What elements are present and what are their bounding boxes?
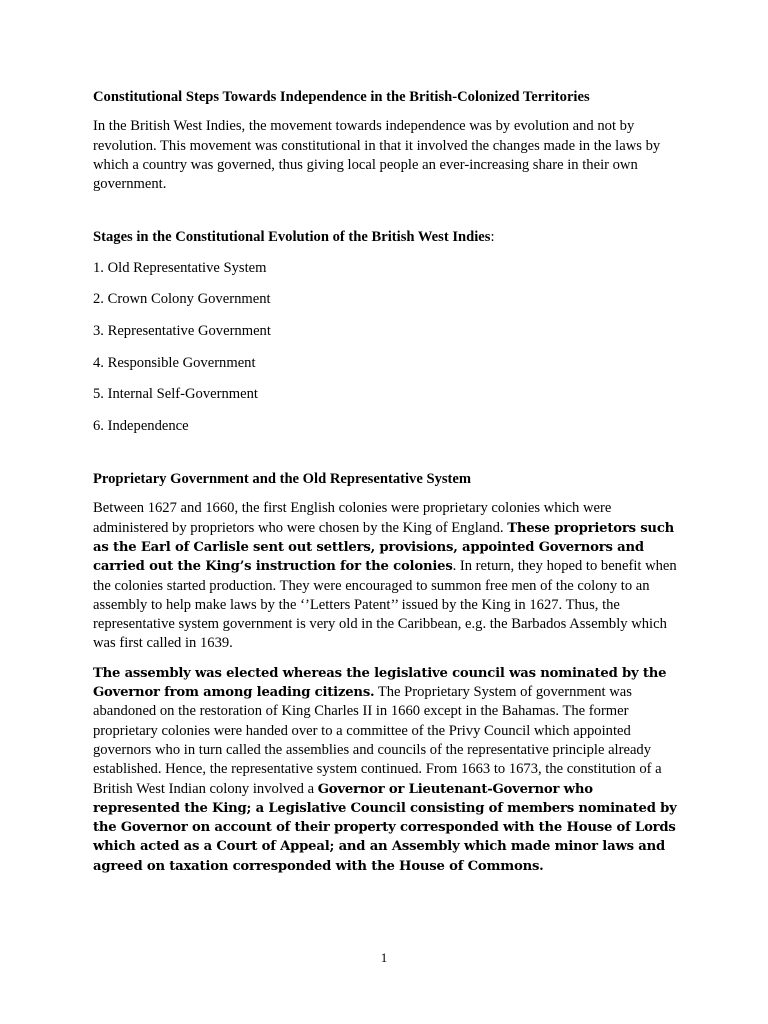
- stages-heading-colon: :: [490, 229, 495, 246]
- stage-item: 1. Old Representative System: [93, 259, 267, 276]
- para2-sentence-3: . In return, they hoped to benefit when the colonies started production. They were encouraged to summon free men of the colony to an assembly to help make laws by the ‘’Letters Patent’’ issued by the King in 1627. Thus, the representative system government is very old in the Caribbean, e.g. the Barbados Assembly which was first called in 1639.: [93, 558, 677, 652]
- para2-bold-sentence: These proprietors such as the Earl of Carlisle sent out settlers, provisions, appointed Governors and carried out the King’s instruction for the colonies: [93, 520, 675, 575]
- proprietary-paragraph: [93, 499, 683, 653]
- document-body: [93, 88, 683, 876]
- stage-item: 5. Internal Self-Government: [93, 386, 258, 403]
- stages-list: [93, 259, 683, 436]
- para3-sentence-2: The Proprietary System of government was abandoned on the restoration of King Charles II in 1660 except in the Bahamas. The former proprietary colonies were handed over to a committee of the Privy Council which appointed governors who in turn called the assemblies and councils of the representative principle already established. Hence, the representative system continued. From 1663 to 1673, the constitution of a British West Indian colony involved a: [93, 684, 662, 797]
- stages-heading-text: Stages in the Constitutional Evolution of the British West Indies: [93, 229, 491, 246]
- page-number: 1: [380, 950, 388, 965]
- para3-bold-sentence-1: The assembly was elected whereas the legislative council was nominated by the Governor from among leading citizens.: [93, 665, 667, 701]
- document-title: Constitutional Steps Towards Independence in the British-Colonized Territories: [93, 89, 590, 105]
- intro-paragraph: In the British West Indies, the movement towards independence was by evolution and not by revolution. This movement was constitutional in that it involved the changes made in the laws by which a country was governed, thus giving local people an ever-increasing share in their own government.: [93, 118, 661, 193]
- section-heading: Proprietary Government and the Old Representative System: [93, 471, 472, 488]
- stage-item: 2. Crown Colony Government: [93, 291, 271, 308]
- stage-item: 6. Independence: [93, 417, 189, 434]
- assembly-paragraph: [93, 664, 683, 876]
- para2-sentence-1: Between 1627 and 1660, the first English colonies were proprietary colonies which were administered by proprietors who were chosen by the King of England.: [93, 500, 612, 536]
- stage-item: 3. Representative Government: [93, 322, 271, 339]
- para3-bold-sentence-3: Governor or Lieutenant-Governor who represented the King; a Legislative Council consisting of members nominated by the Governor on account of their property corresponded with the House of Lords which acted as a Court of Appeal; and an Assembly which made minor laws and agreed on taxation corresponded with the House of Commons.: [93, 781, 677, 874]
- stages-heading: [93, 228, 683, 247]
- stage-item: 4. Responsible Government: [93, 354, 256, 371]
